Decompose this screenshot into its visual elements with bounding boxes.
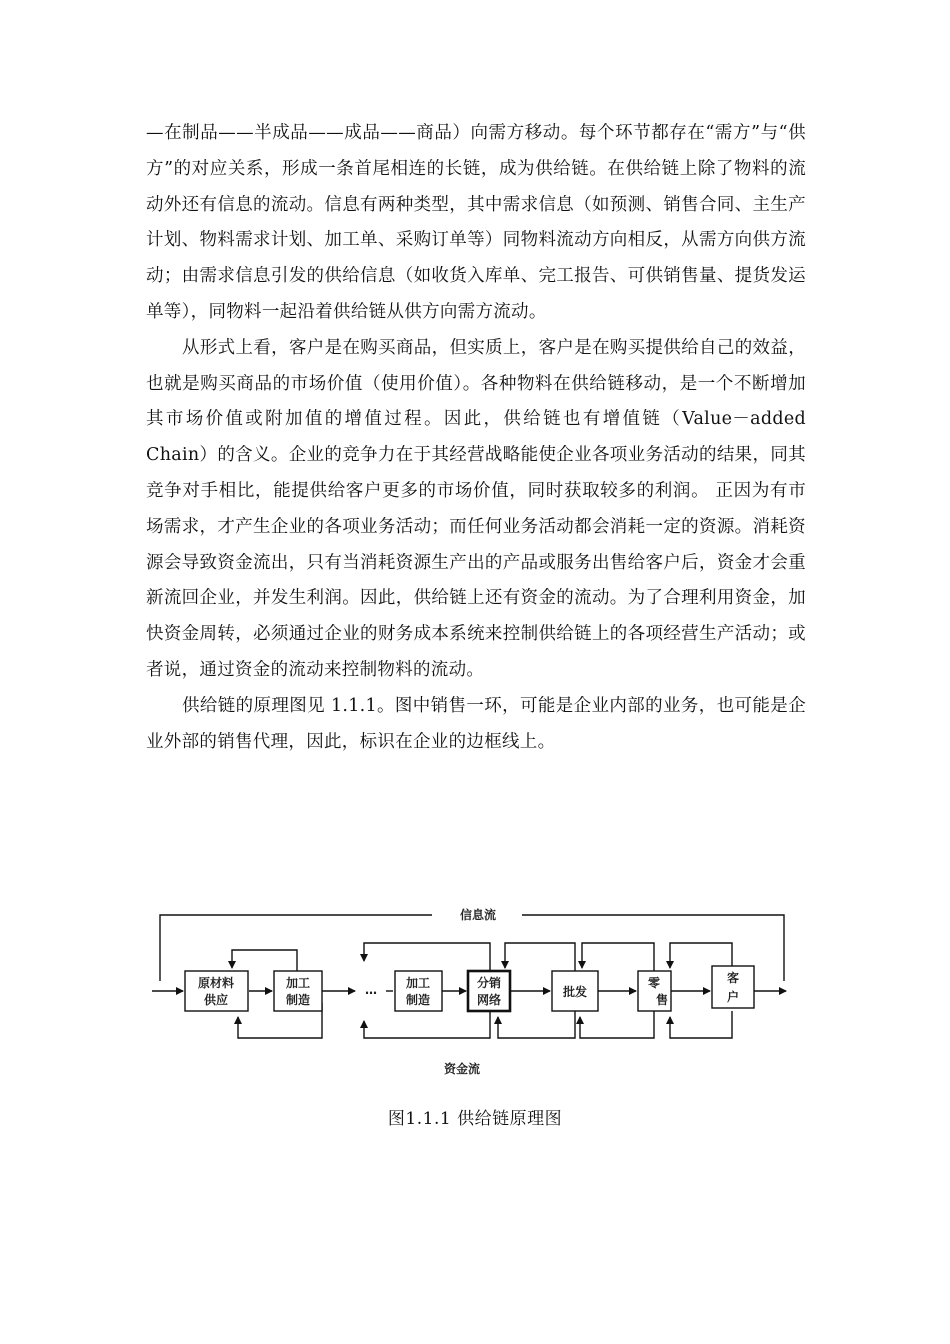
diagram-ellipsis: … <box>365 983 377 997</box>
body-text <box>146 116 806 760</box>
node-retail-line1: 零 <box>647 976 661 990</box>
money-flow-label: 资金流 <box>443 1062 481 1076</box>
node-retail-line2: 售 <box>655 993 669 1007</box>
node-manufacturing-line2: 制造 <box>285 993 311 1007</box>
node-manufacturing-line1: 加工 <box>285 976 311 990</box>
node-raw-material-line1: 原材料 <box>197 976 235 990</box>
money-loop-5 <box>670 1011 732 1038</box>
info-loop-4 <box>582 943 654 973</box>
info-flow-label: 信息流 <box>459 908 497 922</box>
money-loop-2 <box>364 1011 490 1038</box>
diagram-svg <box>150 893 800 1093</box>
paragraph-1: —在制品——半成品——成品——商品）向需方移动。每个环节都存在“需方”与“供方”的对应关系，形成一条首尾相连的长链，成为供给链。在供给链上除了物料的流动外还有信息的流动。信息有两种类型，其中需求信息（如预测、销售合同、主生产计划、物料需求计划、加工单、采购订单等）同物料流动方向相反，从需方向供方流动；由需求信息引发的供给信息（如收货入库单、完工报告、可供销售量、提货发运单等），同物料一起沿着供给链从供方向需方流动。 <box>146 123 806 322</box>
node-customer-line1: 客 <box>726 971 740 985</box>
info-loop-1 <box>232 950 297 973</box>
paragraph-2: 从形式上看，客户是在购买商品，但实质上，客户是在购买提供给自己的效益，也就是购买商品的市场价值（使用价值）。各种物料在供给链移动，是一个不断增加其市场价值或附加值的增值过程。因此，供给链也有增值链（Value－added Chain）的含义。企业的竞争力在于其经营战略能使企业各项业务活动的结果，同其竞争对手相比，能提供给客户更多的市场价值，同时获取较多的利润。 正因为有市场需求，才产生企业的各项业务活动；而任何业务活动都会消耗一定的资源。消耗资源会导致资金流出，只有当消耗资源生产出的产品或服务出售给客户后，资金才会重新流回企业，并发生利润。因此，供给链上还有资金的流动。为了合理利用资金，加快资金周转，必须通过企业的财务成本系统来控制供给链上的各项经营生产活动；或者说，通过资金的流动来控制物料的流动。 <box>146 337 806 680</box>
node-manufacturing-2-line2: 制造 <box>405 993 431 1007</box>
money-loop-4 <box>580 1011 654 1038</box>
info-loop-2 <box>364 943 490 973</box>
node-customer-line2: 户 <box>726 990 740 1004</box>
node-raw-material-line2: 供应 <box>203 993 229 1007</box>
node-wholesale-line1: 批发 <box>562 985 588 999</box>
paragraph-3: 供给链的原理图见 1.1.1。图中销售一环，可能是企业内部的业务，也可能是企业外部的销售代理，因此，标识在企业的边框线上。 <box>146 695 806 752</box>
money-loop-3 <box>498 1011 575 1038</box>
node-distribution-line1: 分销 <box>476 976 502 990</box>
node-distribution-line2: 网络 <box>476 993 502 1007</box>
figure-caption: 图1.1.1 供给链原理图 <box>387 1109 563 1129</box>
supply-chain-diagram <box>150 893 800 1093</box>
info-loop-5 <box>670 943 732 968</box>
node-manufacturing-2-line1: 加工 <box>405 976 431 990</box>
info-loop-3 <box>505 943 575 973</box>
